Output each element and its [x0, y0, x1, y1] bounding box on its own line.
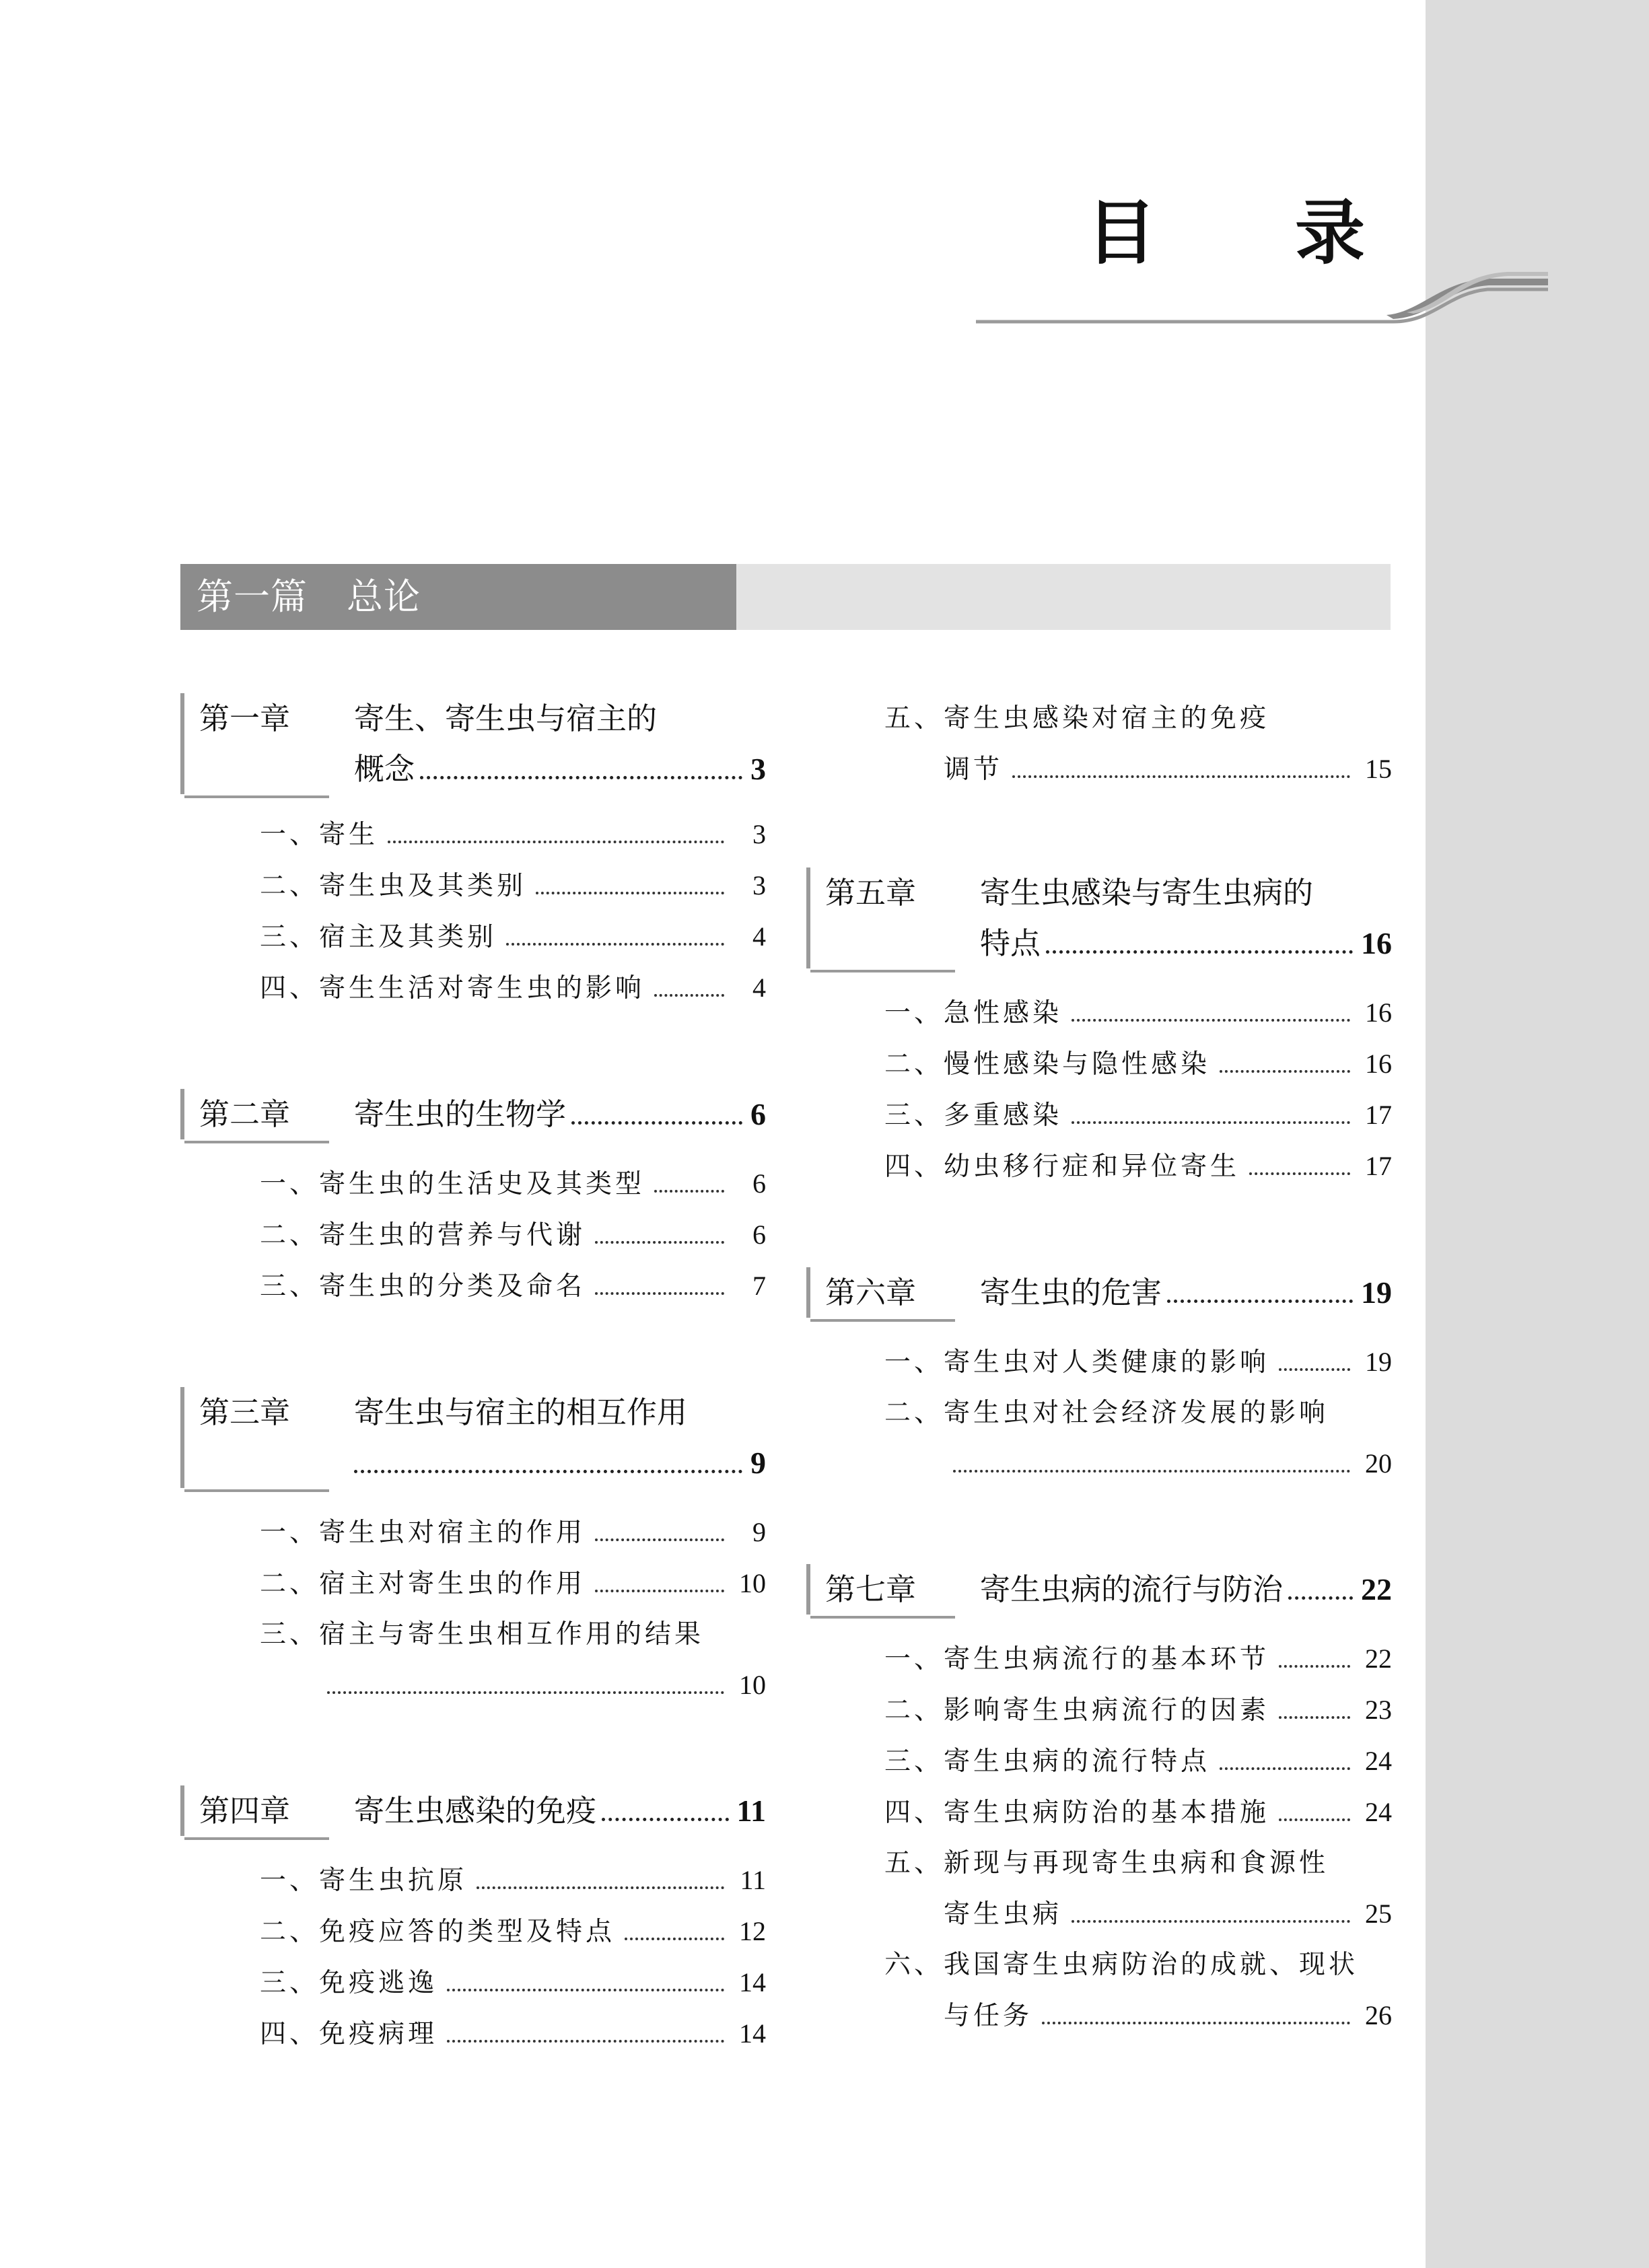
- entry-title: 二、寄生虫的营养与代谢: [260, 1220, 586, 1250]
- leader-dots: [595, 1590, 724, 1592]
- leader-dots: [447, 2040, 724, 2043]
- leader-dots: [595, 1241, 724, 1244]
- chapter-title: 寄生、寄生虫与宿主的: [354, 701, 658, 736]
- part-number: 第一篇: [197, 575, 308, 618]
- entry-title: 三、多重感染: [884, 1100, 1063, 1131]
- leader-dots: [1072, 1121, 1350, 1124]
- leader-dots: [536, 892, 724, 894]
- chapter-5-heading[interactable]: [806, 867, 1392, 968]
- entry-title: 二、宿主对寄生虫的作用: [260, 1569, 586, 1599]
- entry-page: 12: [739, 1916, 766, 1946]
- entry-page: 3: [752, 870, 766, 900]
- chapter-number: 第五章: [825, 875, 917, 911]
- entry-title: 三、寄生虫的分类及命名: [260, 1271, 586, 1302]
- toc-entry[interactable]: [806, 1141, 1392, 1192]
- chapter-1-heading[interactable]: [180, 693, 766, 794]
- toc-entry[interactable]: [806, 1633, 1392, 1685]
- toc-entry[interactable]: [180, 1261, 766, 1312]
- entry-title: 三、免疫逃逸: [260, 1968, 438, 1998]
- toc-entry[interactable]: [806, 1337, 1392, 1388]
- chapter-title: 寄生虫与宿主的相互作用: [354, 1394, 688, 1430]
- entry-title: 一、寄生虫的生活史及其类型: [260, 1169, 645, 1199]
- entry-page: 16: [1365, 997, 1392, 1028]
- chapter-number: 第一章: [199, 701, 291, 736]
- entry-title: 四、幼虫移行症和异位寄生: [884, 1151, 1240, 1182]
- toc-entry[interactable]: [180, 911, 766, 962]
- entry-page: 19: [1365, 1347, 1392, 1377]
- chapter-page: 9: [750, 1446, 766, 1480]
- chapter-page: 3: [750, 752, 766, 786]
- entry-page: 11: [740, 1865, 766, 1895]
- chapter-4-heading[interactable]: [180, 1785, 766, 1836]
- toc-entry[interactable]: [806, 1090, 1392, 1141]
- chapter-4: [180, 1785, 766, 2059]
- chapter-number: 第四章: [199, 1793, 291, 1829]
- chapter-number: 第二章: [199, 1096, 291, 1132]
- leader-dots: [1220, 1070, 1350, 1073]
- entry-page: 26: [1365, 2000, 1392, 2030]
- entry-title: 二、慢性感染与隐性感染: [884, 1049, 1211, 1079]
- entry-page: 15: [1365, 754, 1392, 784]
- entry-title: 一、寄生虫病流行的基本环节: [884, 1644, 1270, 1674]
- entry-title: 三、宿主与寄生虫相互作用的结果: [260, 1619, 705, 1650]
- leader-dots: [654, 1190, 724, 1193]
- entry-title-cont: 寄生虫病: [944, 1899, 1063, 1929]
- chapter-2-heading[interactable]: [180, 1089, 766, 1139]
- entry-page: 10: [739, 1670, 766, 1700]
- entry-title: 二、寄生虫对社会经济发展的影响: [884, 1398, 1329, 1428]
- entry-title-cont: 调节: [944, 754, 1004, 785]
- chapter-title: 寄生虫的危害: [980, 1275, 1162, 1310]
- leader-dots: [447, 1989, 724, 1991]
- part-name: 总论: [347, 575, 421, 618]
- entry-page: 6: [752, 1168, 766, 1199]
- leader-dots: [654, 994, 724, 997]
- leader-dots: [1167, 1300, 1353, 1303]
- toc-entry[interactable]: [180, 1507, 766, 1558]
- part-header-bar: [180, 564, 1391, 630]
- toc-entry[interactable]: [180, 1906, 766, 1957]
- leader-dots: [1288, 1596, 1353, 1600]
- leader-dots: [388, 841, 724, 843]
- chapter-title: 寄生虫病的流行与防治: [980, 1571, 1284, 1607]
- entry-title: 二、影响寄生虫病流行的因素: [884, 1695, 1270, 1726]
- leader-dots: [1072, 1920, 1350, 1923]
- entry-title-cont: 与任务: [944, 2001, 1033, 2031]
- leader-dots: [327, 1691, 724, 1694]
- entry-page: 4: [752, 921, 766, 952]
- entry-page: 22: [1365, 1643, 1392, 1674]
- title-char-2: 录: [1295, 192, 1366, 274]
- leader-dots: [1046, 950, 1353, 954]
- entry-title: 六、我国寄生虫病防治的成就、现状: [884, 1950, 1359, 1980]
- chapter-page: 6: [750, 1097, 766, 1131]
- chapter-2: [180, 1089, 766, 1312]
- chapter-number: 第七章: [825, 1571, 917, 1607]
- leader-dots: [477, 1886, 724, 1889]
- chapter-7: [806, 1564, 1392, 2041]
- toc-entry[interactable]: [806, 987, 1392, 1038]
- leader-dots: [1279, 1818, 1350, 1821]
- toc-entry[interactable]: [806, 1388, 1392, 1438]
- entry-title: 三、寄生虫病的流行特点: [884, 1746, 1211, 1777]
- chapter-3-heading[interactable]: [180, 1387, 766, 1488]
- entry-title: 二、免疫应答的类型及特点: [260, 1917, 616, 1947]
- leader-dots: [1012, 775, 1350, 778]
- entry-page: 14: [739, 1967, 766, 1997]
- leader-dots: [1072, 1019, 1350, 1022]
- entry-page: 23: [1365, 1695, 1392, 1725]
- leader-dots: [1279, 1368, 1350, 1371]
- chapter-1: [180, 693, 766, 1014]
- chapter-page: 22: [1361, 1572, 1392, 1606]
- toc-entry[interactable]: [806, 1736, 1392, 1787]
- toc-entry[interactable]: [180, 1957, 766, 2008]
- entry-title: 一、寄生: [260, 820, 379, 850]
- toc-entry[interactable]: [806, 1940, 1392, 1990]
- entry-title: 四、免疫病理: [260, 2019, 438, 2049]
- toc-entry[interactable]: [180, 1209, 766, 1261]
- toc-entry[interactable]: [806, 1787, 1392, 1838]
- leader-dots: [1042, 2022, 1350, 2024]
- toc-entry[interactable]: [180, 809, 766, 860]
- leader-dots: [571, 1121, 742, 1125]
- toc-entry[interactable]: [806, 1685, 1392, 1736]
- chapter-6-heading[interactable]: [806, 1267, 1392, 1318]
- chapter-title: 寄生虫感染与寄生虫病的: [980, 875, 1314, 911]
- entry-page: 17: [1365, 1100, 1392, 1130]
- leader-dots: [625, 1938, 724, 1940]
- entry-page: 3: [752, 819, 766, 849]
- toc-entry[interactable]: [180, 1558, 766, 1609]
- toc-entry[interactable]: [180, 962, 766, 1014]
- leader-dots: [602, 1818, 729, 1821]
- leader-dots: [1249, 1172, 1350, 1175]
- toc-entry-cont[interactable]: [806, 744, 1392, 795]
- chapter-number: 第六章: [825, 1275, 917, 1310]
- chapter-6: [806, 1267, 1392, 1489]
- chapter-title: 寄生虫感染的免疫: [354, 1793, 597, 1829]
- toc-left-column: [180, 693, 766, 2059]
- leader-dots: [1220, 1767, 1350, 1770]
- entry-title: 二、寄生虫及其类别: [260, 871, 527, 901]
- entry-title: 一、寄生虫对宿主的作用: [260, 1518, 586, 1548]
- leader-dots: [953, 1470, 1350, 1473]
- entry-page: 4: [752, 972, 766, 1003]
- toc-entry[interactable]: [180, 1855, 766, 1906]
- chapter-page: 16: [1361, 926, 1392, 960]
- chapter-number: 第三章: [199, 1394, 291, 1430]
- chapter-page: 11: [736, 1794, 766, 1828]
- entry-page: 9: [752, 1517, 766, 1547]
- toc-entry[interactable]: [180, 2008, 766, 2059]
- toc-entry-cont[interactable]: [806, 1990, 1392, 2041]
- entry-page: 14: [739, 2018, 766, 2049]
- toc-right-column: [806, 693, 1392, 2041]
- carry-section: [806, 693, 1392, 795]
- toc-entry[interactable]: [180, 1158, 766, 1209]
- entry-page: 20: [1365, 1448, 1392, 1479]
- leader-dots: [595, 1292, 724, 1295]
- leader-dots: [1279, 1716, 1350, 1719]
- title-char-1: 目: [1086, 192, 1157, 274]
- toc-entry[interactable]: [180, 860, 766, 911]
- toc-entry[interactable]: [806, 1038, 1392, 1090]
- title-swoosh-decoration: [976, 233, 1548, 354]
- toc-entry-cont[interactable]: [806, 1888, 1392, 1940]
- chapter-7-heading[interactable]: [806, 1564, 1392, 1615]
- toc-entry[interactable]: [806, 693, 1392, 744]
- entry-page: 10: [739, 1568, 766, 1598]
- leader-dots: [354, 1470, 742, 1473]
- entry-page: 25: [1365, 1899, 1392, 1929]
- entry-page: 6: [752, 1219, 766, 1250]
- chapter-title-cont: 概念: [354, 751, 415, 787]
- chapter-5: [806, 867, 1392, 1192]
- entry-title: 四、寄生生活对寄生虫的影响: [260, 973, 645, 1003]
- entry-title: 一、急性感染: [884, 998, 1063, 1028]
- entry-page: 24: [1365, 1746, 1392, 1776]
- toc-entry[interactable]: [180, 1609, 766, 1660]
- chapter-title-cont: 特点: [980, 925, 1041, 961]
- page-title: [1077, 192, 1387, 280]
- toc-entry[interactable]: [806, 1838, 1392, 1888]
- entry-title: 五、寄生虫感染对宿主的免疫: [884, 703, 1270, 734]
- chapter-page: 19: [1361, 1275, 1392, 1310]
- chapter-3: [180, 1387, 766, 1710]
- leader-dots: [595, 1538, 724, 1541]
- leader-dots: [420, 776, 742, 779]
- entry-title: 一、寄生虫对人类健康的影响: [884, 1347, 1270, 1378]
- entry-title: 三、宿主及其类别: [260, 922, 497, 952]
- toc-entry-cont[interactable]: [806, 1438, 1392, 1489]
- entry-title: 一、寄生虫抗原: [260, 1866, 468, 1896]
- part-label: [197, 564, 421, 630]
- toc-entry-cont[interactable]: [180, 1660, 766, 1710]
- chapter-title: 寄生虫的生物学: [354, 1096, 567, 1132]
- leader-dots: [1279, 1665, 1350, 1668]
- entry-page: 17: [1365, 1151, 1392, 1181]
- entry-page: 16: [1365, 1049, 1392, 1079]
- entry-page: 7: [752, 1271, 766, 1301]
- leader-dots: [506, 943, 724, 946]
- entry-page: 24: [1365, 1797, 1392, 1827]
- entry-title: 四、寄生虫病防治的基本措施: [884, 1798, 1270, 1828]
- entry-title: 五、新现与再现寄生虫病和食源性: [884, 1848, 1329, 1878]
